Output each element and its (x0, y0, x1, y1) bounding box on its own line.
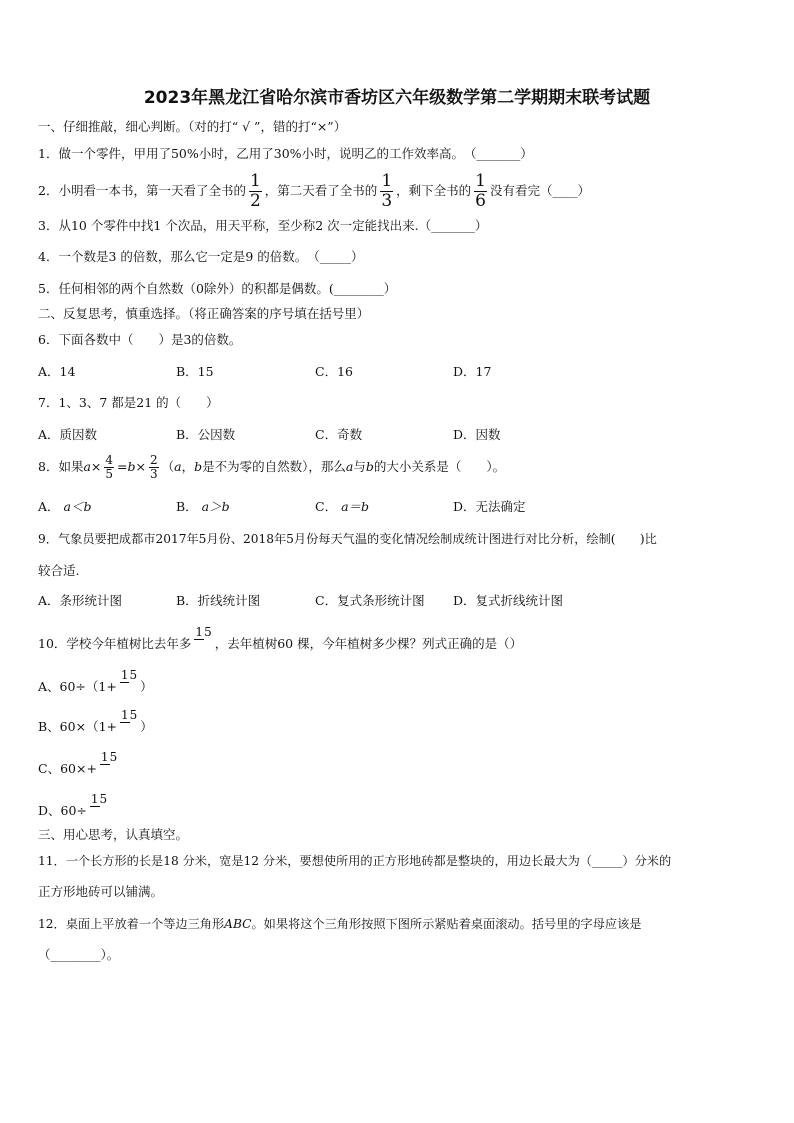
section-heading-2: 二、反复思考，慎重选择。（将正确答案的序号填在括号里） (38, 306, 370, 321)
fraction-one-fifth: 15 (120, 668, 138, 682)
question-2 (38, 172, 590, 211)
question-10-stem: 10．学校今年植树比去年多15，去年植树60 棵，今年植树多少棵？列式正确的是（） (38, 625, 523, 651)
fraction-one-fifth: 15 (90, 792, 108, 806)
q7-option-a: A．质因数 (38, 427, 98, 442)
q2-text-a: 2．小明看一本书，第一天看了全书的 (38, 183, 246, 198)
question-9-line-1: 9．气象员要把成都市2017年5月份、2018年5月份每天气温的变化情况绘制成统计图进行对比分析，绘制( )比 (38, 532, 657, 546)
q10-option-d: D、60÷15 (38, 792, 108, 818)
section-heading-3: 三、用心思考，认真填空。 (38, 827, 189, 842)
question-4: 4．一个数是3 的倍数，那么它一定是9 的倍数。 （_____） (38, 249, 364, 264)
question-5: 5．任何相邻的两个自然数（0除外）的积都是偶数。(________） (38, 281, 397, 296)
fraction-two-thirds: $\frac{2}{3}$ (150, 453, 158, 481)
question-6-stem: 6．下面各数中（ ）是3的倍数。 (38, 332, 242, 347)
q7-option-c: C．奇数 (315, 427, 363, 442)
q9-option-b: B．折线统计图 (176, 593, 261, 608)
q8-option-b: B． a＞b (176, 499, 230, 514)
fraction-one-third: $\frac{1}{3}$ (381, 171, 393, 211)
question-9-line-2: 较合适. (38, 563, 80, 578)
q2-text-d: 没有看完（____） (489, 183, 590, 198)
question-7-stem: 7．1、3、7 都是21 的（ ） (38, 395, 219, 410)
q9-option-d: D．复式折线统计图 (453, 593, 564, 608)
question-11-line-2: 正方形地砖可以铺满。 (38, 884, 164, 899)
q10-option-a: A、60÷（1+15） (38, 668, 153, 694)
q8-option-a: A． a＜b (38, 499, 92, 514)
page-title: 2023年黑龙江省哈尔滨市香坊区六年级数学第二学期期末联考试题 (143, 88, 651, 108)
fraction-one-sixth: $\frac{1}{6}$ (475, 171, 486, 211)
q6-option-d: D．17 (453, 364, 492, 379)
question-12-line-1: 12．桌面上平放着一个等边三角形ABC。如果将这个三角形按照下图所示紧贴着桌面滚动。括号里的字母应该是 (38, 917, 642, 931)
q9-option-c: C．复式条形统计图 (315, 593, 425, 608)
question-8-stem: 8．如果a× $\frac{4}{5}$ =b× $\frac{2}{3}$ （a，b是不为零的自然数），那么a与b的大小关系是（ ）。 (38, 453, 506, 481)
q6-option-c: C．16 (315, 364, 353, 379)
q8-option-d: D．无法确定 (453, 499, 526, 514)
fraction-one-half: $\frac{1}{2}$ (249, 171, 261, 211)
q10-option-b: B、60×（1+15） (38, 708, 153, 734)
question-1: 1．做一个零件，甲用了50%小时，乙用了30%小时，说明乙的工作效率高。 （_______） (38, 146, 533, 161)
question-12-line-2: （________）。 (38, 947, 120, 962)
fraction-one-fifth: 15 (195, 625, 212, 639)
q6-option-a: A．14 (38, 364, 76, 379)
q9-option-a: A．条形统计图 (38, 593, 123, 608)
fraction-one-fifth: 15 (100, 750, 118, 764)
q10-option-c: C、60×+15 (38, 750, 118, 776)
q6-option-b: B．15 (176, 364, 214, 379)
q7-option-b: B．公因数 (176, 427, 236, 442)
fraction-one-fifth: 15 (121, 708, 138, 722)
q7-option-d: D．因数 (453, 427, 501, 442)
question-11-line-1: 11．一个长方形的长是18 分米，宽是12 分米，要想使所用的正方形地砖都是整块的，用边长最大为（_____）分米的 (38, 854, 672, 868)
q8-option-c: C． a＝b (315, 499, 370, 514)
fraction-four-fifths: $\frac{4}{5}$ (105, 453, 114, 481)
question-3: 3．从10 个零件中找1 个次品，用天平称，至少称2 次一定能找出来.（_______） (38, 218, 488, 233)
q2-text-b: ，第二天看了全书的 (264, 183, 378, 198)
q2-text-c: ，剩下全书的 (396, 183, 472, 198)
section-heading-1: 一、仔细推敲，细心判断。（对的打“ √ ”，错的打“×”） (38, 119, 347, 134)
